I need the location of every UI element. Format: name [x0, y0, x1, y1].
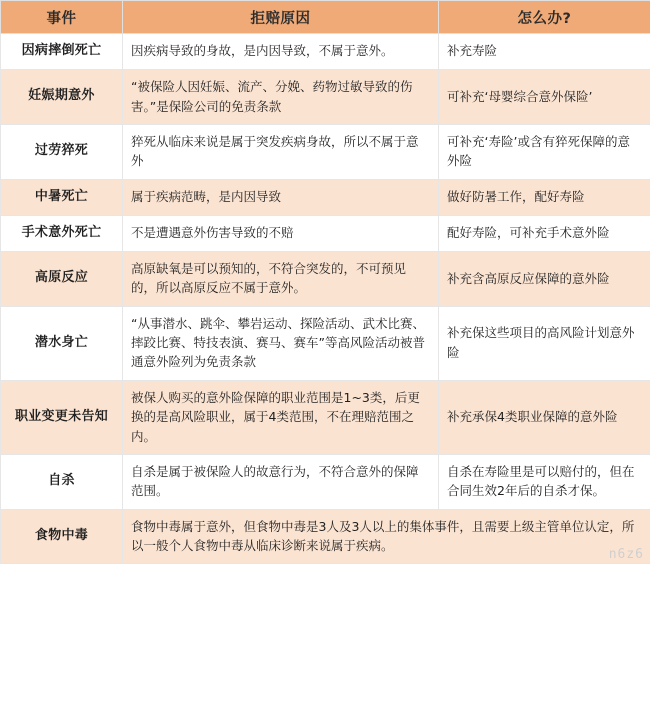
cell-event: 因病摔倒死亡 — [1, 34, 123, 70]
cell-reason: “从事潜水、跳伞、攀岩运动、探险活动、武术比赛、摔跤比赛、特技表演、赛马、赛车”等高风险活动被普通意外险列为免责条款 — [123, 306, 439, 380]
column-header-event: 事件 — [1, 1, 123, 34]
watermark: n6z6 — [608, 547, 644, 563]
cell-event: 高原反应 — [1, 251, 123, 306]
table-row — [1, 70, 650, 125]
column-header-reason: 拒赔原因 — [123, 1, 439, 34]
cell-solution: 配好寿险，可补充手术意外险 — [439, 215, 650, 251]
table-row — [1, 34, 650, 70]
cell-solution: 补充含高原反应保障的意外险 — [439, 251, 650, 306]
cell-reason: 高原缺氧是可以预知的，不符合突发的，不可预见的，所以高原反应不属于意外。 — [123, 251, 439, 306]
cell-solution: 可补充‘母婴综合意外保险’ — [439, 70, 650, 125]
cell-solution: 补充承保4类职业保障的意外险 — [439, 380, 650, 454]
table-header-row — [1, 1, 650, 34]
table-row — [1, 380, 650, 454]
cell-solution: 自杀在寿险里是可以赔付的，但在合同生效2年后的自杀才保。 — [439, 454, 650, 509]
cell-event: 妊娠期意外 — [1, 70, 123, 125]
cell-solution: 补充保这些项目的高风险计划意外险 — [439, 306, 650, 380]
cell-reason: 被保人购买的意外险保障的职业范围是1~3类，后更换的是高风险职业，属于4类范围，不在理赔范围之内。 — [123, 380, 439, 454]
table-row — [1, 215, 650, 251]
cell-solution: 做好防暑工作，配好寿险 — [439, 179, 650, 215]
table-row — [1, 306, 650, 380]
cell-event: 自杀 — [1, 454, 123, 509]
cell-reason: 属于疾病范畴，是内因导致 — [123, 179, 439, 215]
table-row — [1, 179, 650, 215]
table-row — [1, 251, 650, 306]
cell-event: 职业变更未告知 — [1, 380, 123, 454]
cell-reason: 猝死从临床来说是属于突发疾病身故，所以不属于意外 — [123, 124, 439, 179]
table-row — [1, 454, 650, 509]
cell-event: 过劳猝死 — [1, 124, 123, 179]
cell-reason: 因疾病导致的身故，是内因导致，不属于意外。 — [123, 34, 439, 70]
cell-solution: 补充寿险 — [439, 34, 650, 70]
cell-reason: “被保险人因妊娠、流产、分娩、药物过敏导致的伤害。”是保险公司的免责条款 — [123, 70, 439, 125]
cell-reason: 自杀是属于被保险人的故意行为，不符合意外的保障范围。 — [123, 454, 439, 509]
cell-event: 中暑死亡 — [1, 179, 123, 215]
column-header-solution: 怎么办? — [439, 1, 650, 34]
cell-reason: 食物中毒属于意外，但食物中毒是3人及3人以上的集体事件，且需要上级主管单位认定，所以一般个人食物中毒从临床诊断来说属于疾病。 — [123, 509, 650, 564]
table-row — [1, 509, 650, 564]
cell-event: 潜水身亡 — [1, 306, 123, 380]
table-row — [1, 124, 650, 179]
cell-event: 手术意外死亡 — [1, 215, 123, 251]
cell-reason: 不是遭遇意外伤害导致的不赔 — [123, 215, 439, 251]
cell-solution: 可补充‘寿险’或含有猝死保障的意外险 — [439, 124, 650, 179]
cell-event: 食物中毒 — [1, 509, 123, 564]
